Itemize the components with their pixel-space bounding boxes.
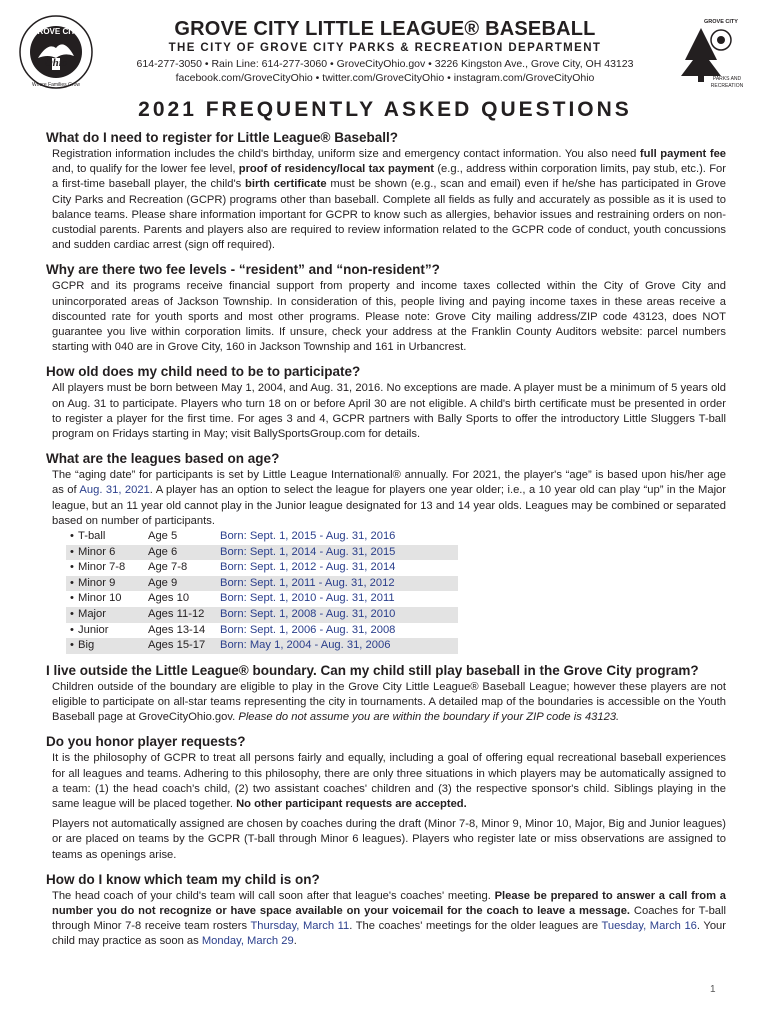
league-row: • Big Ages 15-17 Born: May 1, 2004 - Aug. 31, 2006 <box>66 638 458 654</box>
meeting-date: Tuesday, March 16 <box>601 920 697 933</box>
logo-left-bottom: Where Families Grow <box>31 82 81 88</box>
league-row: • Minor 7-8 Age 7-8 Born: Sept. 1, 2012 - Aug. 31, 2014 <box>70 561 396 574</box>
league-row: • Minor 6 Age 6 Born: Sept. 1, 2014 - Aug. 31, 2015 <box>66 545 458 561</box>
faq-content <box>46 130 726 950</box>
league-row: • Major Ages 11-12 Born: Sept. 1, 2008 - Aug. 31, 2010 <box>66 607 458 623</box>
faq-answer-registration: Registration information includes the child's birthday, uniform size and emergency contact information. You also need full payment fee and, to qualify for the lower fee level, proof of residency/local tax payment (e.g., address within corporation limits, pay stub, etc.). For a first-time baseball player, the child's birth certificate must be shown (e.g., scan and email) even if he/she has participated in Grove City Parks and Recreation (GCPR) programs other than baseball. Complete all fields as fully and accurately as possible as it is used to balance teams. Please share information important for GCPR to know such as allergies, behavior issues and restraining orders on non-custodial parents. Parents and players also are required to review information related to the GCPR code of conduct, youth concussions and sudden cardiac arrest (sign off required). <box>52 148 727 252</box>
department-subtitle: THE CITY OF GROVE CITY PARKS & RECREATION DEPARTMENT <box>168 42 602 54</box>
website-link[interactable]: GroveCityOhio.gov <box>336 58 426 70</box>
faq-question-leagues: What are the leagues based on age? <box>46 451 280 467</box>
page-header <box>0 0 770 96</box>
faq-answer-team-assignment: The head coach of your child's team will call soon after that league's coaches' meeting. Please be prepared to answer a call from a number you do not recognize or have space available on your voicemail for the coach to leave a message. Coaches for T-ball through Minor 7-8 receive team rosters Thursday, March 11. The coaches' meetings for the older leagues are Tuesday, March 16. Your child may practice as soon as Monday, March 29. <box>52 889 726 948</box>
logo-left-top: GROVE CITY <box>31 27 81 36</box>
contact-line-2: facebook.com/GroveCityOhio • twitter.com/GroveCityOhio • instagram.com/GroveCityOhio <box>175 72 595 84</box>
faq-answer-player-requests-1: It is the philosophy of GCPR to treat all persons fairly and equally, including a goal of offering equal recreational baseball experiences for all leagues and teams. Adhering to this philosophy, there are only three situations in which players may be automatically assigned to a team: (1) the head coach's child, (2) two assistant coaches' children and (3) the respective sponsor's child. Siblings playing in the same league will be placed together. No other participant requests are accepted. <box>52 752 726 811</box>
logo-right-bottom-1: PARKS AND <box>712 76 742 82</box>
faq-question-registration: What do I need to register for Little League® Baseball? <box>46 130 398 145</box>
faq-answer-fee-levels: GCPR and its programs receive financial support from property and income taxes collected within the City of Grove City and unincorporated areas of Jackson Township. In consideration of this, people living and paying income taxes in these areas receive a discounted rate for youth sports and most other programs. Please note: Grove City mailing address/ZIP code 43123, does NOT guarantee you live within corporation limits. If unsure, check your address at the Franklin County Auditors website: parcel numbers starting with 040 are in Grove City, 160 in Jackson Township and 161 in Urbancrest. <box>52 280 726 354</box>
roster-date: Thursday, March 11 <box>250 920 350 933</box>
league-row: • Minor 9 Age 9 Born: Sept. 1, 2011 - Aug. 31, 2012 <box>66 576 458 592</box>
page-number: 1 <box>710 984 716 995</box>
contact-info <box>100 57 670 85</box>
faq-question-team-assignment: How do I know which team my child is on? <box>46 871 320 887</box>
faq-answer-age: All players must be born between May 1, 2004, and Aug. 31, 2016. No exceptions are made. A player must be a minimum of 5 years old on Aug. 31 to participate. Players who turn 18 on or before April 30 are not eligible. A child's birth certificate must be presented in order to register a player for the first time. For ages 3 and 4, GCPR partners with Bally Sports to offer the introductory Little Sluggers T-ball program on Fridays starting in May; visit BallySportsGroup.com for details. <box>52 382 726 441</box>
grove-city-ohio-logo <box>18 14 94 90</box>
logo-right-bottom-2: RECREATION <box>710 83 744 89</box>
league-row: • Minor 10 Ages 10 Born: Sept. 1, 2010 - Aug. 31, 2011 <box>70 592 395 605</box>
faq-question-age: How old does my child need to be to participate? <box>46 364 361 380</box>
organization-title: GROVE CITY LITTLE LEAGUE® BASEBALL <box>174 18 596 40</box>
document-title: 2021 FREQUENTLY ASKED QUESTIONS <box>138 98 632 121</box>
faq-answer-boundary: Children outside of the boundary are eligible to play in the Grove City Little League® Baseball League; however these players are not eligible to participate on all-star teams representing the city in tournaments. A detailed map of the boundaries is accessible on the Youth Baseball page at GroveCityOhio.gov. Please do not assume you are within the boundary if your ZIP code is 43123. <box>52 680 726 724</box>
league-row: • T-ball Age 5 Born: Sept. 1, 2015 - Aug. 31, 2016 <box>70 530 396 543</box>
league-age-table <box>66 529 458 654</box>
faq-answer-leagues: The “aging date” for participants is set by Little League International® annually. For 2021, the player's “age” is based upon his/her age as of Aug. 31, 2021. A player has an option to select the league for players one year older; i.e., a 10 year old can play “up” in the Major league, but an 11 year old cannot play in the Junior league designated for 13 and 14 year olds. Leagues may be combined or separated based on number of participants. <box>52 469 727 527</box>
faq-answer-player-requests-2: Players not automatically assigned are chosen by coaches during the draft (Minor 7-8, Minor 9, Minor 10, Major, Big and Junior leagues) or are placed on teams by the GCPR (T-ball through Minor 6 leagues). Players who register late or miss observations are assigned to teams as openings arise. <box>52 818 726 861</box>
faq-question-boundary: I live outside the Little League® boundary. Can my child still play baseball in the Grove City program? <box>46 662 699 678</box>
aging-date: Aug. 31, 2021 <box>79 484 150 497</box>
logo-left-middle: Ohio <box>44 57 68 69</box>
league-row: • Junior Ages 13-14 Born: Sept. 1, 2006 - Aug. 31, 2008 <box>70 623 396 636</box>
address: 3226 Kingston Ave., Grove City, OH 43123 <box>434 58 634 70</box>
contact-line-1: 614-277-3050 • Rain Line: 614-277-3060 • GroveCityOhio.gov • 3226 Kingston Ave., Grove City, OH 43123 <box>136 58 634 70</box>
logo-right-top: GROVE CITY <box>704 19 738 25</box>
faq-question-player-requests: Do you honor player requests? <box>46 734 246 750</box>
facebook-link[interactable]: facebook.com/GroveCityOhio <box>175 72 313 84</box>
parks-recreation-logo <box>675 14 747 90</box>
twitter-link[interactable]: twitter.com/GroveCityOhio <box>322 72 445 84</box>
faq-question-fee-levels: Why are there two fee levels - “resident” and “non-resident”? <box>46 262 440 278</box>
practice-date: Monday, March 29 <box>201 935 294 948</box>
phone-number: 614-277-3050 <box>136 58 202 70</box>
rain-line: Rain Line: 614-277-3060 <box>211 58 328 70</box>
instagram-link[interactable]: instagram.com/GroveCityOhio <box>453 72 595 84</box>
